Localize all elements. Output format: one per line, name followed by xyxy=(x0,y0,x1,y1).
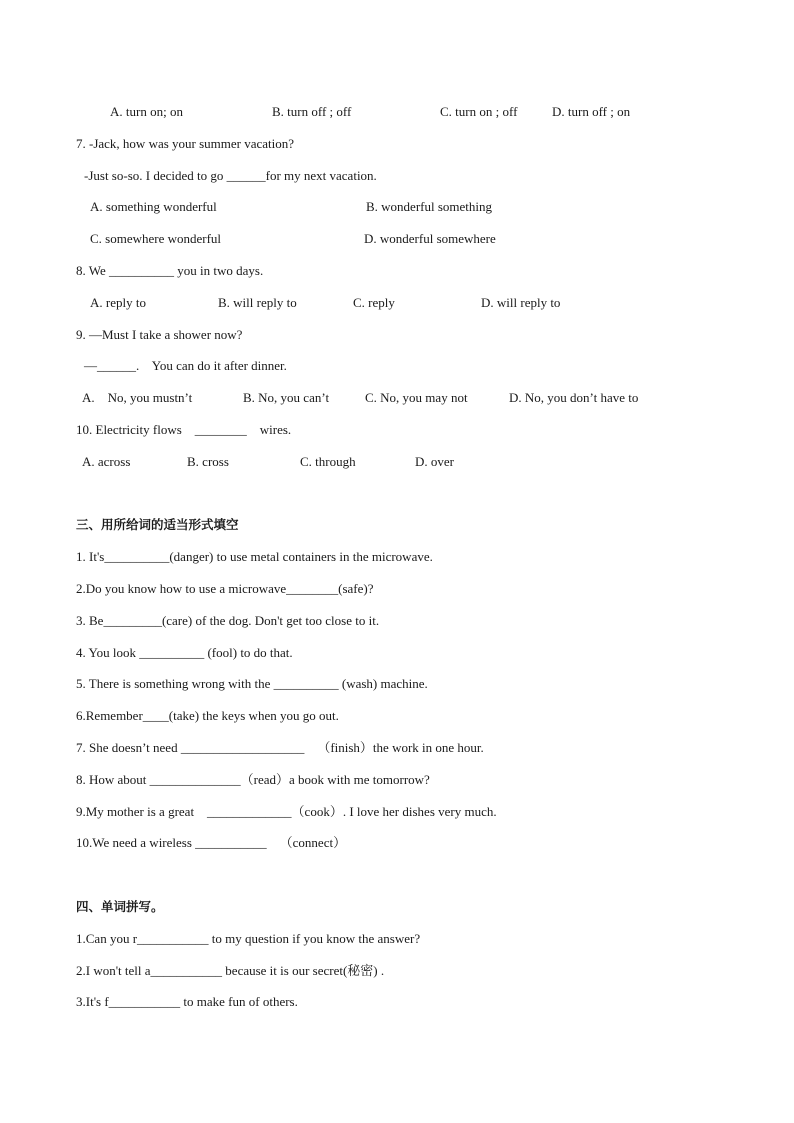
q9-answer-line: —______. You can do it after dinner. xyxy=(84,358,287,373)
q9-option-d: D. No, you don’t have to xyxy=(509,390,639,405)
q8-option-b: B. will reply to xyxy=(218,295,297,310)
section4-item-1: 1.Can you r___________ to my question if you know the answer? xyxy=(76,931,421,946)
section3-item-6: 6.Remember____(take) the keys when you go out. xyxy=(76,708,339,723)
q7-option-a: A. something wonderful xyxy=(90,199,217,214)
q8-option-a: A. reply to xyxy=(90,295,146,310)
q9-option-a: A. No, you mustn’t xyxy=(82,390,193,405)
q8-option-d: D. will reply to xyxy=(481,295,561,310)
section3-item-2: 2.Do you know how to use a microwave________(safe)? xyxy=(76,581,374,596)
section4-item-3: 3.It's f___________ to make fun of others. xyxy=(76,994,298,1009)
q6-option-d: D. turn off ; on xyxy=(552,104,631,119)
q10-option-a: A. across xyxy=(82,454,131,469)
section3-item-10: 10.We need a wireless ___________ （connect） xyxy=(76,835,347,850)
section4-heading: 四、单词拼写。 xyxy=(76,899,164,914)
q6-option-c: C. turn on ; off xyxy=(440,104,518,119)
q7-question: 7. -Jack, how was your summer vacation? xyxy=(76,136,295,151)
q7-option-d: D. wonderful somewhere xyxy=(364,231,496,246)
q7-option-c: C. somewhere wonderful xyxy=(90,231,222,246)
q7-option-b: B. wonderful something xyxy=(366,199,493,214)
q10-option-c: C. through xyxy=(300,454,356,469)
q6-option-a: A. turn on; on xyxy=(110,104,183,119)
q10-option-d: D. over xyxy=(415,454,454,469)
q6-option-b: B. turn off ; off xyxy=(272,104,352,119)
q9-option-c: C. No, you may not xyxy=(365,390,468,405)
section3-item-9: 9.My mother is a great _____________（cook）. I love her dishes very much. xyxy=(76,804,497,819)
section3-item-4: 4. You look __________ (fool) to do that. xyxy=(76,645,293,660)
section3-item-7: 7. She doesn’t need ___________________ （finish）the work in one hour. xyxy=(76,740,484,755)
q10-question: 10. Electricity flows ________ wires. xyxy=(76,422,292,437)
q9-option-b: B. No, you can’t xyxy=(243,390,330,405)
section4-item-2: 2.I won't tell a___________ because it is our secret(秘密) . xyxy=(76,963,385,978)
q8-option-c: C. reply xyxy=(353,295,395,310)
section3-item-3: 3. Be_________(care) of the dog. Don't get too close to it. xyxy=(76,613,380,628)
q9-question: 9. —Must I take a shower now? xyxy=(76,327,243,342)
q8-question: 8. We __________ you in two days. xyxy=(76,263,264,278)
section3-heading: 三、用所给词的适当形式填空 xyxy=(76,517,239,532)
section3-item-5: 5. There is something wrong with the __________ (wash) machine. xyxy=(76,676,428,691)
q7-answer-line: -Just so-so. I decided to go ______for my next vacation. xyxy=(84,168,377,183)
section3-item-1: 1. It's__________(danger) to use metal containers in the microwave. xyxy=(76,549,433,564)
q10-option-b: B. cross xyxy=(187,454,229,469)
section3-item-8: 8. How about ______________（read）a book with me tomorrow? xyxy=(76,772,430,787)
